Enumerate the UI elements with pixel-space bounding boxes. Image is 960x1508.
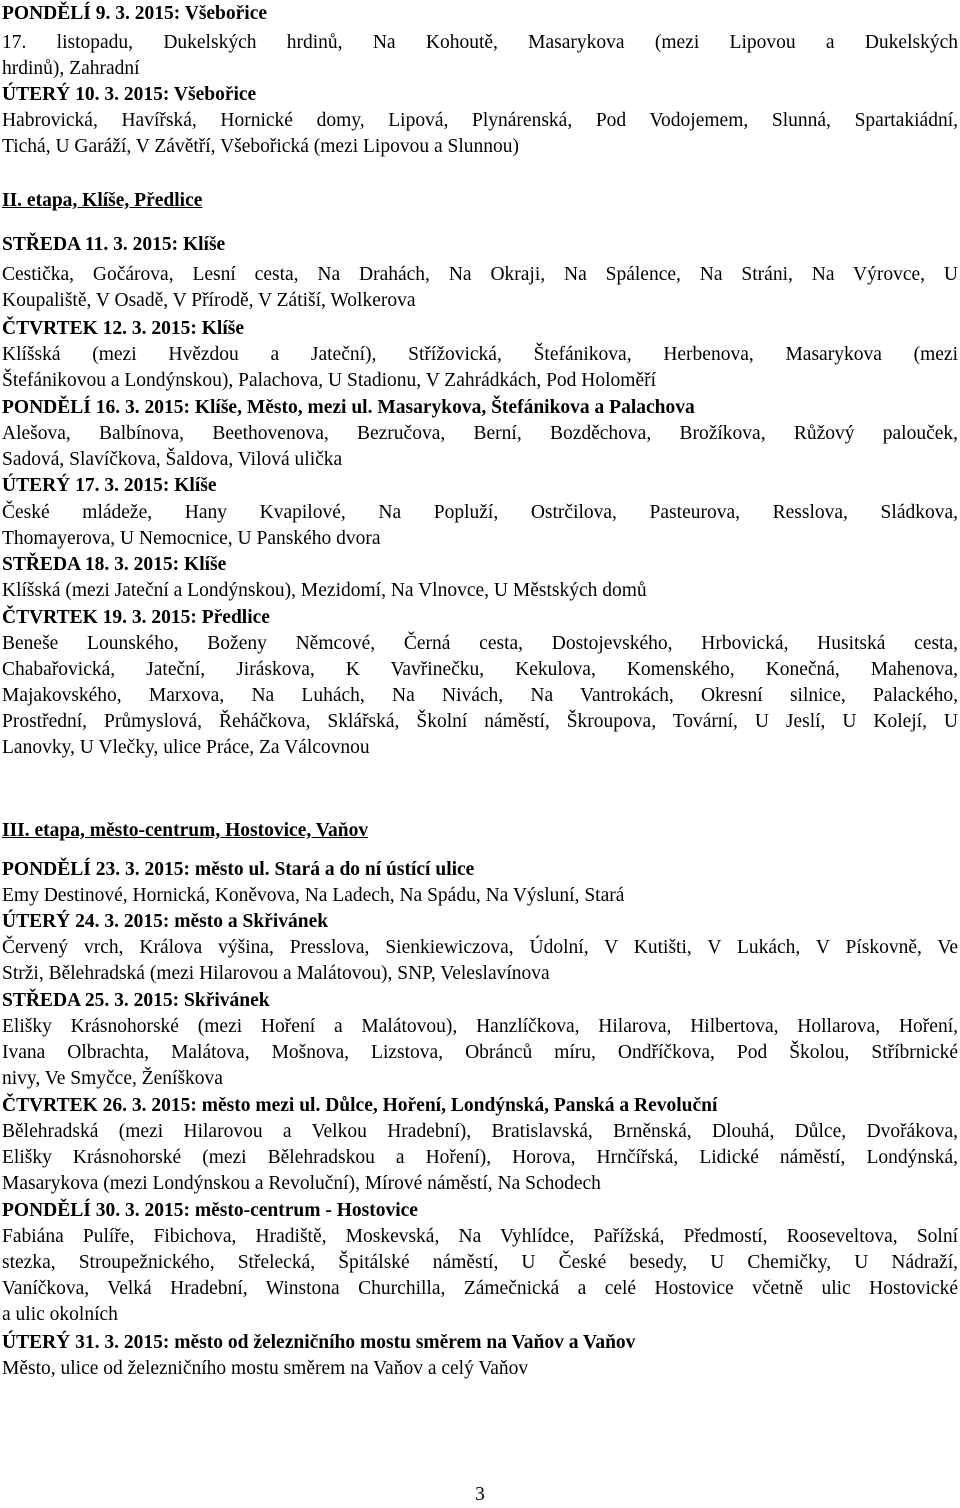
street-line: České mládeže, Hany Kvapilové, Na Popluží, Ostrčilova, Pasteurova, Resslova, Sládkova, xyxy=(2,502,958,523)
street-line: nivy, Ve Smyčce, Ženíškova xyxy=(2,1068,223,1089)
street-line: Elišky Krásnohorské (mezi Bělehradskou a Hoření), Horova, Hrnčířská, Lidické náměstí, Londýnská, xyxy=(2,1147,958,1168)
section-heading: III. etapa, město-centrum, Hostovice, Vaňov xyxy=(2,820,369,841)
street-line: Klíšská (mezi Jateční a Londýnskou), Mezidomí, Na Vlnovce, U Městských domů xyxy=(2,580,647,601)
street-line: Tichá, U Garáží, V Závětří, Všebořická (mezi Lipovou a Slunnou) xyxy=(2,136,519,157)
day-heading: ČTVRTEK 26. 3. 2015: město mezi ul. Důlce, Hoření, Londýnská, Panská a Revoluční xyxy=(2,1095,718,1116)
street-line: Habrovická, Havířská, Hornické domy, Lipová, Plynárenská, Pod Vodojemem, Slunná, Spartakiádní, xyxy=(2,110,958,131)
street-line: Město, ulice od železničního mostu směrem na Vaňov a celý Vaňov xyxy=(2,1358,529,1379)
street-line: Strži, Bělehradská (mezi Hilarovou a Malátovou), SNP, Veleslavínova xyxy=(2,963,550,984)
day-heading: ÚTERÝ 31. 3. 2015: město od železničního mostu směrem na Vaňov a Vaňov xyxy=(2,1332,636,1353)
street-line: Prostřední, Průmyslová, Řeháčkova, Sklářská, Školní náměstí, Škroupova, Tovární, U Jeslí, U Kolejí, U xyxy=(2,711,958,732)
day-heading: ČTVRTEK 19. 3. 2015: Předlice xyxy=(2,607,270,628)
street-line: Bělehradská (mezi Hilarovou a Velkou Hradební), Bratislavská, Brněnská, Dlouhá, Důlce, Dvořákova, xyxy=(2,1121,958,1142)
day-heading: ÚTERÝ 17. 3. 2015: Klíše xyxy=(2,475,217,496)
page-number: 3 xyxy=(475,1484,485,1505)
street-line: Červený vrch, Králova výšina, Presslova, Sienkiewiczova, Údolní, V Kutišti, V Lukách, V Pískovně, Ve xyxy=(2,937,958,958)
street-line: hrdinů), Zahradní xyxy=(2,58,140,79)
street-line: Elišky Krásnohorské (mezi Hoření a Malátovou), Hanzlíčkova, Hilarova, Hilbertova, Hollarova, Hoření, xyxy=(2,1016,958,1037)
street-line: Vaníčkova, Velká Hradební, Winstona Churchilla, Zámečnická a celé Hostovice včetně ulic Hostovické xyxy=(2,1278,958,1299)
day-heading: PONDĚLÍ 16. 3. 2015: Klíše, Město, mezi ul. Masarykova, Štefánikova a Palachova xyxy=(2,397,695,418)
street-line: Ivana Olbrachta, Malátova, Mošnova, Lizstova, Obránců míru, Ondříčkova, Pod Školou, Stříbrnické xyxy=(2,1042,958,1063)
street-line: Cestička, Gočárova, Lesní cesta, Na Drahách, Na Okraji, Na Spálence, Na Stráni, Na Výrovce, U xyxy=(2,264,958,285)
day-heading: STŘEDA 18. 3. 2015: Klíše xyxy=(2,554,227,575)
street-line: 17. listopadu, Dukelských hrdinů, Na Kohoutě, Masarykova (mezi Lipovou a Dukelských xyxy=(2,32,958,53)
day-heading: ÚTERÝ 10. 3. 2015: Všebořice xyxy=(2,84,257,105)
street-line: Majakovského, Marxova, Na Luhách, Na Nivách, Na Vantrokách, Okresní silnice, Palackého, xyxy=(2,685,958,706)
day-heading: PONDĚLÍ 30. 3. 2015: město-centrum - Hostovice xyxy=(2,1200,418,1221)
street-line: Masarykova (mezi Londýnskou a Revoluční), Mírové náměstí, Na Schodech xyxy=(2,1173,601,1194)
day-heading: ČTVRTEK 12. 3. 2015: Klíše xyxy=(2,318,244,339)
street-line: Thomayerova, U Nemocnice, U Panského dvora xyxy=(2,528,381,549)
street-line: Koupaliště, V Osadě, V Přírodě, V Zátiší, Wolkerova xyxy=(2,290,416,311)
street-line: Beneše Lounského, Boženy Němcové, Černá cesta, Dostojevského, Hrbovická, Husitská cesta, xyxy=(2,633,958,654)
section-heading: II. etapa, Klíše, Předlice xyxy=(2,190,203,211)
street-line: stezka, Stroupežnického, Střelecká, Špitálské náměstí, U České besedy, U Chemičky, U Nádraží, xyxy=(2,1252,958,1273)
street-line: Sadová, Slavíčkova, Šaldova, Vilová ulička xyxy=(2,449,343,470)
day-heading: ÚTERÝ 24. 3. 2015: město a Skřivánek xyxy=(2,911,329,932)
street-line: Štefánikovou a Londýnskou), Palachova, U Stadionu, V Zahrádkách, Pod Holoměří xyxy=(2,370,657,391)
street-line: Fabiána Pulíře, Fibichova, Hradiště, Moskevská, Na Vyhlídce, Pařížská, Předmostí, Rooseveltova, Solní xyxy=(2,1226,958,1247)
street-line: Alešova, Balbínova, Beethovenova, Bezručova, Berní, Bozděchova, Brožíkova, Růžový palouček, xyxy=(2,423,958,444)
street-line: Chabařovická, Jateční, Jiráskova, K Vavřinečku, Kekulova, Komenského, Konečná, Mahenova, xyxy=(2,659,958,680)
street-line: a ulic okolních xyxy=(2,1304,118,1325)
street-line: Lanovky, U Vlečky, ulice Práce, Za Válcovnou xyxy=(2,737,370,758)
street-line: Klíšská (mezi Hvězdou a Jateční), Střížovická, Štefánikova, Herbenova, Masarykova (mezi xyxy=(2,344,958,365)
street-line: Emy Destinové, Hornická, Koněvova, Na Ladech, Na Spádu, Na Výsluní, Stará xyxy=(2,885,625,906)
day-heading: STŘEDA 11. 3. 2015: Klíše xyxy=(2,234,226,255)
day-heading: STŘEDA 25. 3. 2015: Skřivánek xyxy=(2,990,270,1011)
day-heading: PONDĚLÍ 9. 3. 2015: Všebořice xyxy=(2,3,268,24)
day-heading: PONDĚLÍ 23. 3. 2015: město ul. Stará a do ní ústící ulice xyxy=(2,859,475,880)
